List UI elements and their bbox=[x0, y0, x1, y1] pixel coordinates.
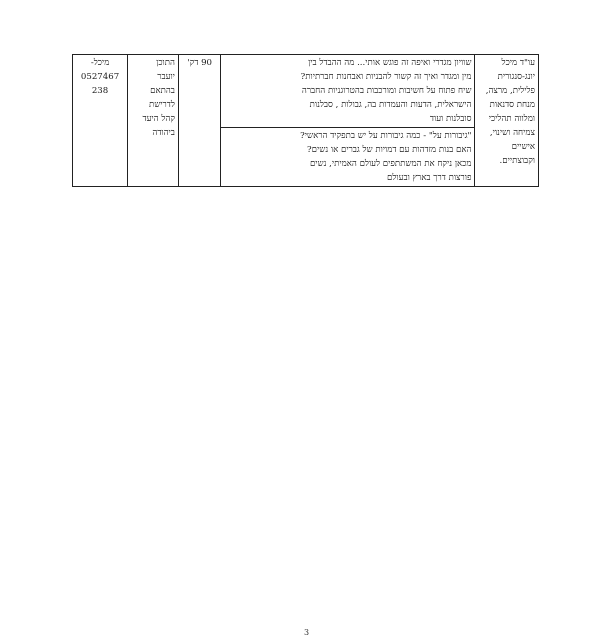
content-line: האם בנות מזדהות עם דמויות של גברים או נשים? bbox=[307, 145, 472, 155]
content-line: שוויון מגדרי ואיפה זה פוגש אותי... מה ההבדל בין bbox=[308, 58, 472, 68]
target-line: קהל היעד bbox=[142, 114, 175, 124]
content-block-gender-equality bbox=[221, 55, 474, 128]
content-line: הישראלית, הדעות והעמדות בה, גבולות , סבלנות bbox=[309, 100, 472, 110]
content-line: "גיבורות על" - כמה גיבורות על יש בתפקיד הראשי? bbox=[300, 131, 472, 141]
content-line: שיח פתוח על חשיבות ומורכבות בהטרוגניות החברה bbox=[301, 86, 472, 96]
speaker-line: פלילית, מרצה, bbox=[485, 86, 535, 96]
contact-cell bbox=[73, 55, 128, 187]
contact-line: מיכל- bbox=[90, 58, 110, 68]
table-row bbox=[73, 55, 539, 187]
content-cell bbox=[221, 55, 475, 187]
content-block-superheroines bbox=[221, 128, 474, 186]
content-line: פורצות דרך בארץ ובעולם bbox=[387, 173, 472, 183]
target-line: יועבר bbox=[157, 72, 175, 82]
speaker-line: ומלווה תהליכי bbox=[488, 114, 535, 124]
content-line: מכאן ניקח את המשתתפים לעולם האמיתי, נשים bbox=[309, 159, 472, 169]
speaker-line: צמיחה ושינוי, bbox=[489, 128, 535, 138]
speaker-line: מנחת סדנאות bbox=[489, 100, 535, 110]
speaker-line: אישיים bbox=[511, 142, 535, 152]
target-line: לדרישת bbox=[148, 100, 175, 110]
speaker-cell bbox=[475, 55, 539, 187]
program-table bbox=[72, 54, 539, 187]
speaker-line: עו"ד מיכל bbox=[501, 58, 535, 68]
speaker-line: וקבוצתיים. bbox=[499, 156, 535, 166]
target-line: בהתאם bbox=[150, 86, 175, 96]
contact-line: 238 bbox=[91, 86, 109, 96]
target-audience-cell bbox=[128, 55, 179, 187]
page-number: 3 bbox=[304, 628, 310, 637]
speaker-line: יונג-סנגורית bbox=[497, 72, 535, 82]
target-line: התוכן bbox=[156, 58, 175, 68]
contact-line: 0527467 bbox=[80, 72, 120, 82]
duration-cell bbox=[178, 55, 220, 187]
content-line: מין ומגדר ואיך זה קשור להבניות ואבחנות חברתיות? bbox=[300, 72, 472, 82]
duration-text: 90 דק' bbox=[187, 58, 212, 68]
target-line: ביהודה bbox=[152, 128, 175, 138]
content-line: סובלנות ועוד bbox=[429, 114, 472, 124]
